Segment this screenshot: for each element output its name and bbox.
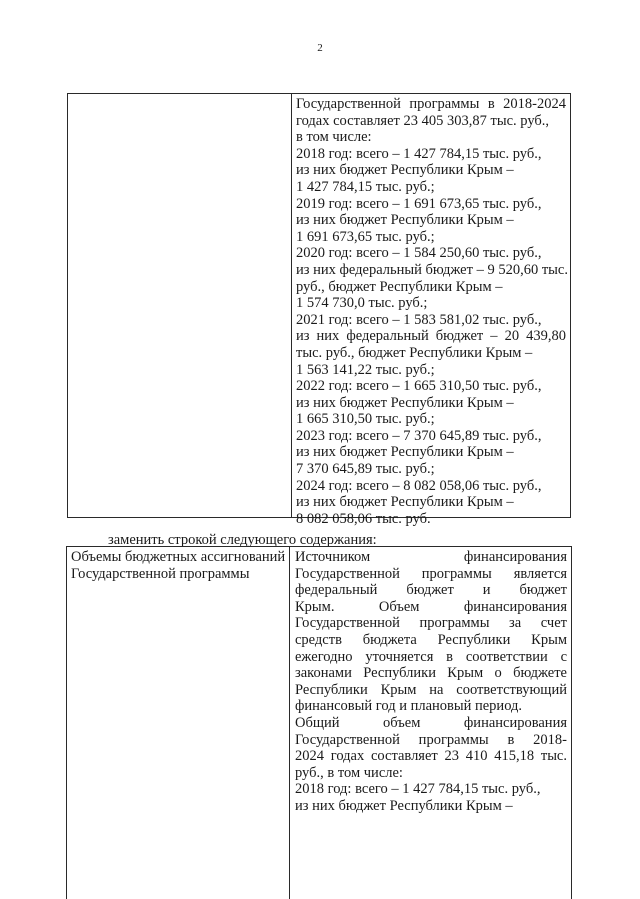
text-line: руб., в том числе: <box>295 764 403 781</box>
text-line: Государственной программы в 2018-2024 <box>296 96 566 112</box>
text-line: 1 665 310,50 тыс. руб.; <box>296 411 435 428</box>
budget-allocation-label-cell <box>71 549 286 582</box>
text-line: ежегодно уточняется в соответствии с <box>295 648 567 665</box>
text-line: Республики Крым на соответствующий <box>295 681 567 698</box>
text-line: Источником финансирования <box>295 549 567 565</box>
text-line: из них бюджет Республики Крым – <box>296 212 514 229</box>
old-budget-description-cell <box>296 96 566 527</box>
text-line: тыс. руб., бюджет Республики Крым – <box>296 344 533 361</box>
text-line: из них федеральный бюджет – 9 520,60 тыс. <box>296 261 568 278</box>
column-divider <box>289 547 290 899</box>
text-line: Государственной программы за счет <box>295 615 567 632</box>
text-line: из них бюджет Республики Крым – <box>296 444 514 461</box>
text-line: в том числе: <box>296 129 372 146</box>
text-line: 2021 год: всего – 1 583 581,02 тыс. руб., <box>296 311 542 328</box>
text-line: руб., бюджет Республики Крым – <box>296 278 503 295</box>
text-line: 2023 год: всего – 7 370 645,89 тыс. руб., <box>296 427 542 444</box>
text-line: Крым. Объем финансирования <box>295 598 567 615</box>
text-line: Государственной программы в 2018- <box>295 731 567 748</box>
new-budget-table <box>66 546 572 899</box>
text-line: средств бюджета Республики Крым <box>295 631 567 648</box>
text-line: 2024 год: всего – 8 082 058,06 тыс. руб., <box>296 477 542 494</box>
text-line: 2019 год: всего – 1 691 673,65 тыс. руб., <box>296 195 542 212</box>
text-line: 2018 год: всего – 1 427 784,15 тыс. руб., <box>296 145 542 162</box>
replacement-caption: заменить строкой следующего содержания: <box>108 532 377 548</box>
text-line: 2022 год: всего – 1 665 310,50 тыс. руб., <box>296 378 542 395</box>
text-line: из них бюджет Республики Крым – <box>295 797 513 814</box>
column-divider <box>291 94 292 517</box>
text-line: 7 370 645,89 тыс. руб.; <box>296 461 435 478</box>
text-line: законами Республики Крым о бюджете <box>295 665 567 682</box>
text-line: 1 574 730,0 тыс. руб.; <box>296 295 428 312</box>
text-line: 1 427 784,15 тыс. руб.; <box>296 178 435 195</box>
text-line: 2024 годах составляет 23 410 415,18 тыс. <box>295 748 567 765</box>
text-line: 8 082 058,06 тыс. руб. <box>296 510 431 527</box>
text-line: годах составляет 23 405 303,87 тыс. руб., <box>296 112 550 129</box>
text-line: 1 563 141,22 тыс. руб.; <box>296 361 435 378</box>
text-line: Объемы бюджетных ассигнований <box>71 549 286 565</box>
text-line: Государственной программы является <box>295 565 567 582</box>
text-line: из них бюджет Республики Крым – <box>296 394 514 411</box>
text-line: из них бюджет Республики Крым – <box>296 494 514 511</box>
text-line: 2020 год: всего – 1 584 250,60 тыс. руб., <box>296 245 542 262</box>
page-number: 2 <box>317 42 323 54</box>
old-budget-table <box>67 93 571 527</box>
text-line: федеральный бюджет и бюджет <box>295 582 567 599</box>
text-line: финансовый год и плановый период. <box>295 698 523 715</box>
text-line: из них федеральный бюджет – 20 439,80 <box>296 328 566 345</box>
text-line: Общий объем финансирования <box>295 714 567 731</box>
new-budget-description-cell <box>295 549 567 815</box>
text-line: Государственной программы <box>71 565 250 582</box>
text-line: 2018 год: всего – 1 427 784,15 тыс. руб., <box>295 781 541 798</box>
text-line: 1 691 673,65 тыс. руб.; <box>296 228 435 245</box>
text-line: из них бюджет Республики Крым – <box>296 162 514 179</box>
